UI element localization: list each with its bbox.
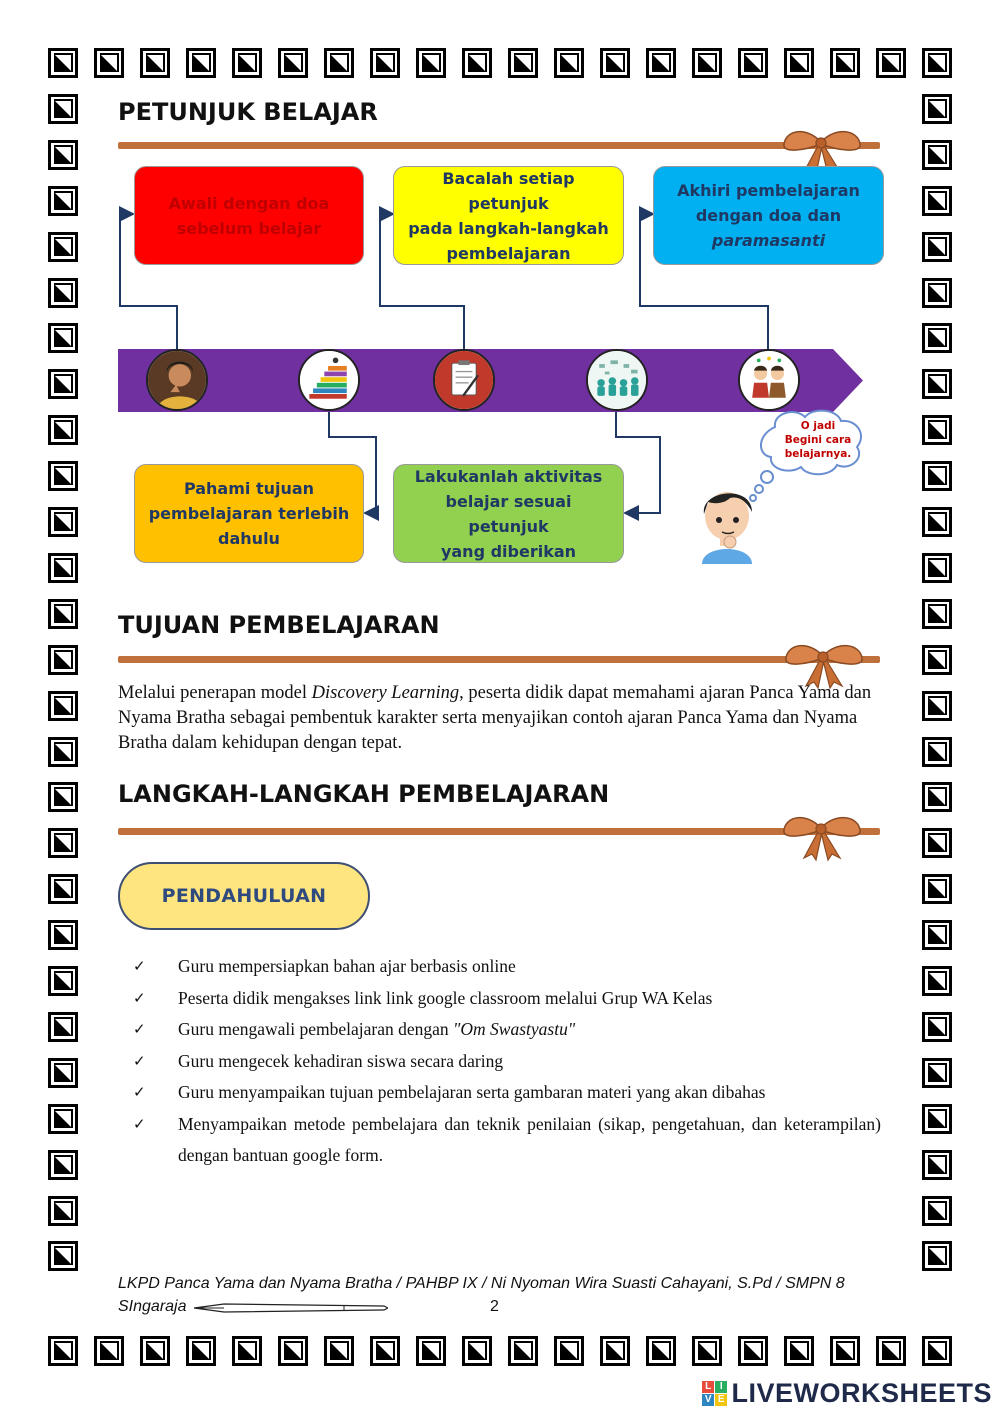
footer-school: SIngaraja: [118, 1298, 187, 1315]
checklist-item: [133, 1109, 881, 1172]
objective-model-name: Discovery Learning: [311, 683, 460, 703]
border-tile-icon: [922, 782, 952, 812]
section-title-guide: PETUNJUK BELAJAR: [118, 98, 378, 126]
brand-name: LIVEWORKSHEETS: [731, 1378, 992, 1408]
border-tile-icon: [416, 1336, 446, 1366]
border-tile-icon: [922, 1241, 952, 1271]
border-tile-icon: [600, 1336, 630, 1366]
objective-text: Melalui penerapan model: [118, 683, 312, 703]
flow-box-text: Akhiri pembelajaran: [677, 181, 860, 200]
check-icon: ✓: [133, 957, 146, 975]
checklist-item-text: Guru mengecek kehadiran siswa secara daring: [178, 1050, 504, 1071]
border-tile-icon: [48, 415, 78, 445]
intro-checklist: [133, 951, 881, 1172]
border-tile-icon: [922, 1104, 952, 1134]
border-tile-icon: [370, 48, 400, 78]
border-tile-icon: [48, 737, 78, 767]
border-tile-icon: [48, 782, 78, 812]
intro-label: PENDAHULUAN: [118, 862, 370, 930]
border-tile-icon: [922, 645, 952, 675]
border-tile-icon: [922, 507, 952, 537]
section-rule: [118, 142, 880, 149]
checklist-item-text: Guru mempersiapkan bahan ajar berbasis online: [178, 956, 516, 976]
flow-box-text: paramasanti: [711, 231, 826, 250]
check-icon: ✓: [133, 988, 146, 1007]
flow-box-text: pembelajaran terlebih: [148, 504, 350, 523]
flow-box-text: Pahami tujuan: [183, 479, 315, 498]
border-tile-icon: [278, 1336, 308, 1366]
check-icon: ✓: [133, 1114, 146, 1133]
border-tile-icon: [922, 415, 952, 445]
flow-box-text: sebelum belajar: [176, 218, 322, 238]
border-tile-icon: [48, 369, 78, 399]
border-tile-icon: [646, 1336, 676, 1366]
border-tile-icon: [922, 553, 952, 583]
border-tile-icon: [140, 48, 170, 78]
logo-letter: E: [715, 1394, 727, 1406]
objective-paragraph: [118, 681, 880, 756]
border-tile-icon: [462, 48, 492, 78]
border-tile-icon: [48, 186, 78, 216]
border-tile-icon: [94, 1336, 124, 1366]
border-tile-icon: [186, 1336, 216, 1366]
border-tile-icon: [922, 323, 952, 353]
thought-bubble-text: [773, 419, 863, 461]
thought-line: belajarnya.: [784, 448, 852, 460]
step-circle-greeting-children: [738, 349, 800, 411]
border-tile-icon: [922, 140, 952, 170]
border-tile-icon: [922, 874, 952, 904]
border-tile-icon: [48, 1150, 78, 1180]
border-tile-icon: [922, 828, 952, 858]
flow-box-read-instructions: [393, 166, 624, 265]
border-tile-icon: [48, 1012, 78, 1042]
border-tile-icon: [48, 599, 78, 629]
footer-line-two: [118, 1295, 878, 1318]
border-tile-icon: [600, 48, 630, 78]
border-tile-icon: [922, 737, 952, 767]
thought-line: O jadi: [800, 420, 836, 432]
border-tile-icon: [922, 1336, 952, 1366]
checklist-item: [133, 1014, 881, 1046]
flow-box-text: yang diberikan: [440, 541, 577, 561]
border-tile-icon: [48, 645, 78, 675]
border-tile-icon: [370, 1336, 400, 1366]
section-title-objective: TUJUAN PEMBELAJARAN: [118, 611, 440, 639]
border-tile-icon: [48, 966, 78, 996]
border-tile-icon: [48, 140, 78, 170]
border-tile-icon: [922, 186, 952, 216]
border-tile-icon: [232, 1336, 262, 1366]
border-tile-icon: [48, 874, 78, 904]
border-tile-icon: [922, 691, 952, 721]
pen-icon: [194, 1301, 388, 1315]
flow-box-text: pada langkah-langkah: [408, 218, 609, 238]
border-tile-icon: [48, 461, 78, 491]
border-tile-icon: [48, 48, 78, 78]
check-icon: ✓: [133, 1051, 146, 1070]
border-tile-icon: [784, 1336, 814, 1366]
thought-line: Begini cara: [784, 434, 852, 446]
border-tile-icon: [922, 599, 952, 629]
border-tile-icon: [922, 966, 952, 996]
border-tile-icon: [416, 48, 446, 78]
border-tile-icon: [830, 1336, 860, 1366]
border-tile-icon: [830, 48, 860, 78]
section-rule: [118, 656, 880, 663]
flow-box-text: dahulu: [218, 529, 280, 548]
flow-box-text: Lakukanlah aktivitas: [414, 466, 603, 486]
checklist-item-text: Guru mengawali pembelajaran dengan "Om Swastyastu": [178, 1019, 576, 1039]
step-circle-book-stairs: [298, 349, 360, 411]
border-tile-icon: [692, 1336, 722, 1366]
border-tile-icon: [324, 48, 354, 78]
border-tile-icon: [508, 1336, 538, 1366]
checklist-icon: [435, 351, 493, 409]
border-tile-icon: [922, 369, 952, 399]
liveworksheets-logo: [702, 1378, 992, 1409]
checklist-item: [133, 951, 881, 983]
border-tile-icon: [232, 48, 262, 78]
flow-box-do-activities: [393, 464, 624, 563]
page-number: 2: [490, 1298, 499, 1315]
border-tile-icon: [48, 278, 78, 308]
border-tile-icon: [922, 1150, 952, 1180]
greeting-children-icon: [740, 351, 798, 409]
flow-box-text: Bacalah setiap petunjuk: [442, 168, 575, 213]
border-tile-icon: [48, 553, 78, 583]
border-tile-icon: [922, 1058, 952, 1088]
border-tile-icon: [692, 48, 722, 78]
border-tile-icon: [186, 48, 216, 78]
page-footer: [118, 1272, 878, 1318]
border-tile-icon: [922, 48, 952, 78]
border-tile-icon: [48, 828, 78, 858]
objective-text: , peserta didik dapat memahami ajaran Panca Yama dan Nyama Bratha sebagai pembentuk karakter serta menyajikan contoh ajaran Panca Yama dan Nyama Bratha dalam kehidupan dengan tepat.: [118, 683, 872, 753]
section-title-steps: LANGKAH-LANGKAH PEMBELAJARAN: [118, 780, 610, 808]
border-tile-icon: [140, 1336, 170, 1366]
border-tile-icon: [738, 48, 768, 78]
thinking-boy-icon: [694, 482, 760, 564]
praying-child-icon: [148, 351, 206, 409]
border-tile-icon: [48, 232, 78, 262]
checklist-item: [133, 983, 881, 1015]
border-tile-icon: [48, 1058, 78, 1088]
border-tile-icon: [278, 48, 308, 78]
border-tile-icon: [48, 691, 78, 721]
logo-letter: L: [702, 1381, 714, 1393]
border-tile-icon: [324, 1336, 354, 1366]
step-circle-group-activity: [586, 349, 648, 411]
border-tile-icon: [646, 48, 676, 78]
border-tile-icon: [922, 278, 952, 308]
border-tile-icon: [48, 1336, 78, 1366]
border-tile-icon: [876, 48, 906, 78]
flow-box-text: dengan doa dan: [695, 206, 842, 225]
border-tile-icon: [554, 1336, 584, 1366]
checklist-item: [133, 1046, 881, 1078]
border-tile-icon: [94, 48, 124, 78]
border-tile-icon: [784, 48, 814, 78]
check-icon: ✓: [133, 1083, 146, 1101]
logo-letter: V: [702, 1394, 714, 1406]
checklist-item-text: Peserta didik mengakses link link google classroom melalui Grup WA Kelas: [178, 987, 713, 1008]
border-tile-icon: [48, 1241, 78, 1271]
border-tile-icon: [922, 920, 952, 950]
flow-box-end-prayer: [653, 166, 884, 265]
footer-line: LKPD Panca Yama dan Nyama Bratha / PAHBP IX / Ni Nyoman Wira Suasti Cahayani, S.Pd / SMPN 8: [118, 1275, 845, 1292]
step-circle-checklist: [433, 349, 495, 411]
border-tile-icon: [48, 507, 78, 537]
border-tile-icon: [508, 48, 538, 78]
step-circle-praying-child: [146, 349, 208, 411]
border-tile-icon: [922, 232, 952, 262]
checklist-item-text: Guru menyampaikan tujuan pembelajaran serta gambaran materi yang akan dibahas: [178, 1082, 766, 1102]
logo-letter: I: [715, 1381, 727, 1393]
border-tile-icon: [48, 94, 78, 124]
group-activity-icon: [588, 351, 646, 409]
checklist-item-text: Menyampaikan metode pembelajara dan teknik penilaian (sikap, pengetahuan, dan keterampilan) dengan bantuan google form.: [178, 1113, 881, 1165]
border-tile-icon: [48, 1196, 78, 1226]
check-icon: ✓: [133, 1020, 146, 1038]
border-tile-icon: [462, 1336, 492, 1366]
border-tile-icon: [48, 920, 78, 950]
book-stairs-icon: [300, 351, 358, 409]
border-tile-icon: [48, 323, 78, 353]
border-tile-icon: [738, 1336, 768, 1366]
border-tile-icon: [922, 1196, 952, 1226]
border-tile-icon: [48, 1104, 78, 1134]
border-tile-icon: [922, 461, 952, 491]
border-tile-icon: [876, 1336, 906, 1366]
flow-box-text: Awali dengan doa: [168, 193, 330, 213]
flow-box-text: pembelajaran: [446, 243, 571, 263]
border-tile-icon: [922, 1012, 952, 1042]
ribbon-icon: [776, 814, 866, 862]
section-rule: [118, 828, 880, 835]
flow-box-understand-goals: [134, 464, 364, 563]
flow-box-pray-first: [134, 166, 364, 265]
checklist-item: [133, 1077, 881, 1109]
border-tile-icon: [922, 94, 952, 124]
flow-box-text: belajar sesuai petunjuk: [445, 491, 572, 536]
logo-mark-icon: [702, 1381, 727, 1406]
border-tile-icon: [554, 48, 584, 78]
